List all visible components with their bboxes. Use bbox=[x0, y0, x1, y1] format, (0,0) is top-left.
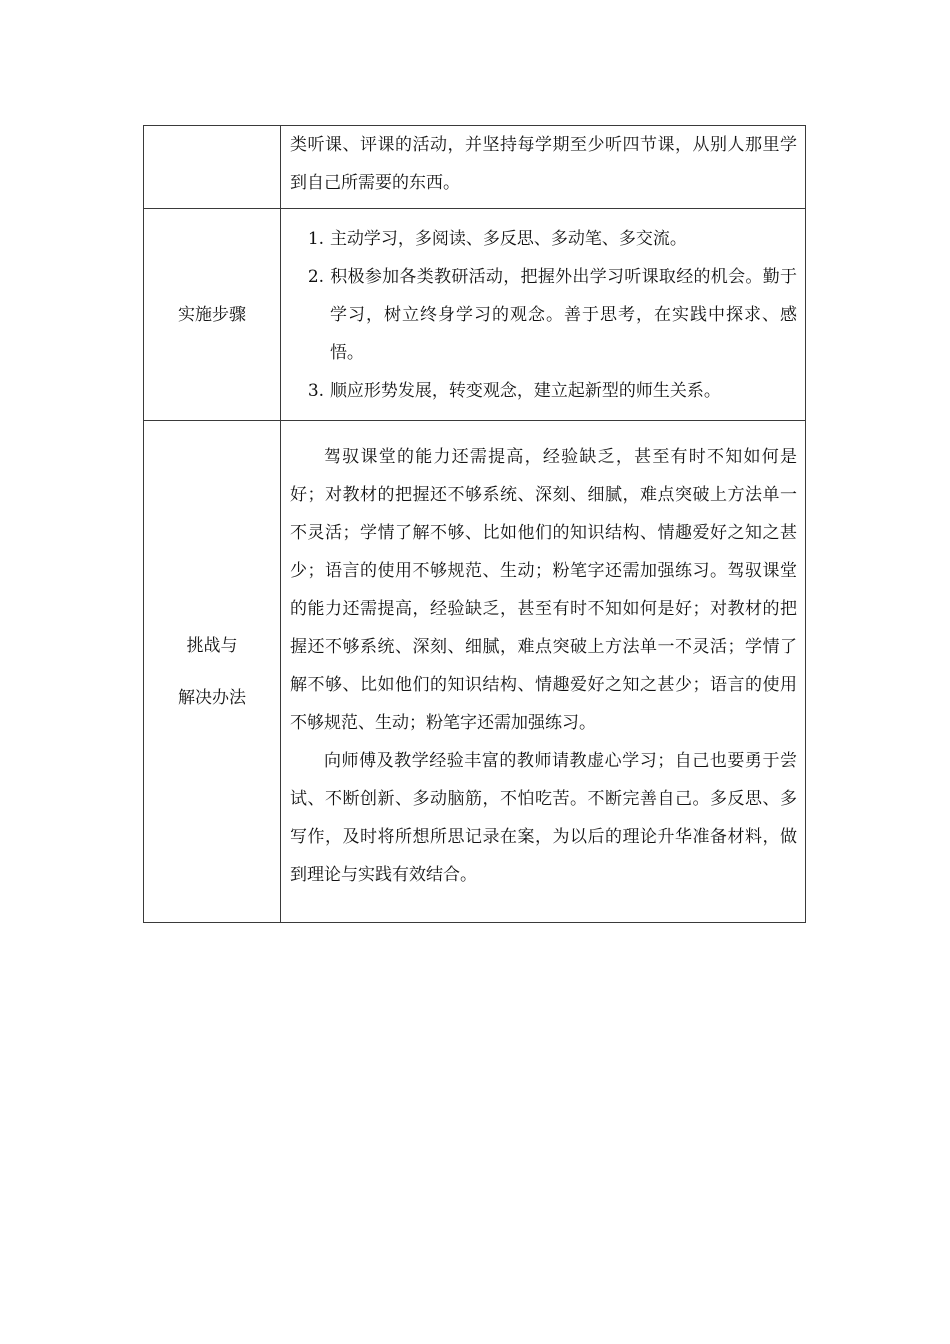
step-item bbox=[290, 372, 797, 410]
step-text: 积极参加各类教研活动，把握外出学习听课取经的机会。勤于学习，树立终身学习的观念。善于思考，在实践中探求、感悟。 bbox=[329, 266, 797, 363]
table-row-challenges bbox=[144, 421, 806, 923]
step-item bbox=[290, 258, 797, 372]
solution-paragraph: 向师傅及教学经验丰富的教师请教虚心学习；自己也要勇于尝试、不断创新、多动脑筋，不怕吃苦。不断完善自己。多反思、多写作，及时将所想所思记录在案，为以后的理论升华准备材料，做到理论与实践有效结合。 bbox=[290, 750, 797, 885]
label-line: 解决办法 bbox=[178, 687, 246, 708]
plan-table bbox=[143, 125, 806, 923]
step-text: 顺应形势发展，转变观念，建立起新型的师生关系。 bbox=[329, 380, 721, 401]
table-row-steps bbox=[144, 209, 806, 421]
step-item bbox=[290, 220, 797, 258]
step-number: 1. bbox=[307, 228, 325, 249]
row-label-empty bbox=[144, 126, 281, 209]
row-content-continuation bbox=[281, 126, 806, 209]
row-content-steps bbox=[281, 209, 806, 421]
row-label-challenges bbox=[144, 421, 281, 923]
row-content-challenges bbox=[281, 421, 806, 923]
table-row-continuation bbox=[144, 126, 806, 209]
row-label-steps: 实施步骤 bbox=[144, 209, 281, 421]
label-line: 挑战与 bbox=[186, 635, 238, 656]
continuation-text: 类听课、评课的活动，并坚持每学期至少听四节课，从别人那里学到自己所需要的东西。 bbox=[290, 135, 797, 193]
step-number: 3. bbox=[307, 380, 325, 401]
step-text: 主动学习，多阅读、多反思、多动笔、多交流。 bbox=[329, 228, 687, 249]
challenge-paragraph: 驾驭课堂的能力还需提高，经验缺乏，甚至有时不知如何是好；对教材的把握还不够系统、深刻、细腻，难点突破上方法单一不灵活；学情了解不够、比如他们的知识结构、情趣爱好之知之甚少；语言的使用不够规范、生动；粉笔字还需加强练习。驾驭课堂的能力还需提高，经验缺乏，甚至有时不知如何是好；对教材的把握还不够系统、深刻、细腻，难点突破上方法单一不灵活；学情了解不够、比如他们的知识结构、情趣爱好之知之甚少；语言的使用不够规范、生动；粉笔字还需加强练习。 bbox=[290, 446, 797, 733]
step-number: 2. bbox=[307, 266, 325, 287]
